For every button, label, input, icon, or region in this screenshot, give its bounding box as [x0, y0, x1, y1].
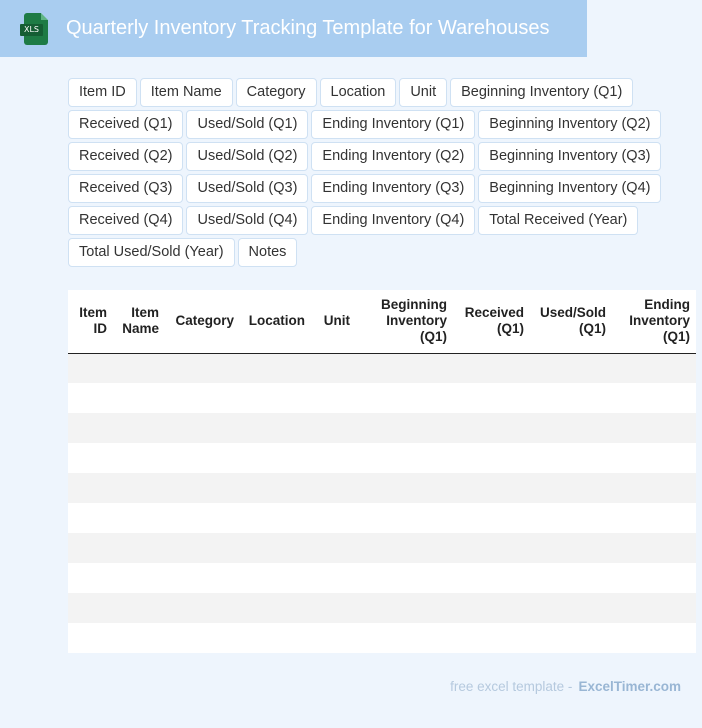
header-banner — [0, 0, 587, 57]
table-cell[interactable] — [240, 353, 311, 383]
column-header-line: Category — [175, 313, 234, 329]
page-title: Quarterly Inventory Tracking Template for Warehouses — [66, 17, 550, 39]
table-cell[interactable] — [530, 473, 612, 503]
column-header-line: Item — [79, 305, 107, 321]
table-cell[interactable] — [612, 503, 696, 533]
field-chip[interactable]: Used/Sold (Q3) — [186, 174, 308, 203]
table-cell[interactable] — [113, 533, 165, 563]
table-cell[interactable] — [240, 383, 311, 413]
table-cell[interactable] — [311, 503, 356, 533]
field-chip[interactable]: Location — [320, 78, 397, 107]
table-cell[interactable] — [68, 533, 113, 563]
table-cell[interactable] — [530, 563, 612, 593]
field-chip[interactable]: Beginning Inventory (Q3) — [478, 142, 661, 171]
column-header-line: Ending — [644, 297, 690, 313]
field-chip[interactable]: Notes — [238, 238, 298, 267]
table-cell[interactable] — [612, 443, 696, 473]
inventory-table-panel — [68, 290, 690, 653]
column-header[interactable] — [165, 290, 240, 353]
table-cell[interactable] — [530, 353, 612, 383]
table-cell[interactable] — [240, 413, 311, 443]
field-chip[interactable]: Item ID — [68, 78, 137, 107]
table-body — [68, 353, 696, 653]
table-cell[interactable] — [113, 473, 165, 503]
table-row — [68, 383, 696, 413]
field-chip[interactable]: Received (Q2) — [68, 142, 183, 171]
table-cell[interactable] — [68, 353, 113, 383]
field-chip[interactable]: Beginning Inventory (Q2) — [478, 110, 661, 139]
table-cell[interactable] — [612, 413, 696, 443]
table-cell[interactable] — [311, 473, 356, 503]
table-cell[interactable] — [240, 593, 311, 623]
column-header-line: (Q1) — [420, 329, 447, 345]
table-cell[interactable] — [530, 413, 612, 443]
column-header-line: (Q1) — [663, 329, 690, 345]
table-cell[interactable] — [113, 413, 165, 443]
table-cell[interactable] — [113, 593, 165, 623]
column-header[interactable] — [113, 290, 165, 353]
table-cell[interactable] — [113, 563, 165, 593]
column-header-line: Used/Sold — [539, 305, 606, 321]
table-row — [68, 473, 696, 503]
table-cell[interactable] — [311, 533, 356, 563]
footer-text: free excel template - — [450, 679, 573, 694]
column-header-line: Inventory — [386, 313, 447, 329]
table-cell[interactable] — [530, 443, 612, 473]
table-cell[interactable] — [240, 473, 311, 503]
field-list — [68, 78, 678, 267]
field-chip[interactable]: Beginning Inventory (Q1) — [450, 78, 633, 107]
table-row — [68, 533, 696, 563]
table-cell[interactable] — [165, 353, 240, 383]
table-row — [68, 443, 696, 473]
table-cell[interactable] — [68, 383, 113, 413]
table-cell[interactable] — [68, 443, 113, 473]
field-chip[interactable]: Beginning Inventory (Q4) — [478, 174, 661, 203]
table-cell[interactable] — [453, 413, 530, 443]
table-cell[interactable] — [311, 563, 356, 593]
field-chip[interactable]: Received (Q3) — [68, 174, 183, 203]
table-row — [68, 353, 696, 383]
table-cell[interactable] — [612, 593, 696, 623]
table-row — [68, 413, 696, 443]
table-cell[interactable] — [453, 503, 530, 533]
table-cell[interactable] — [113, 353, 165, 383]
field-chip[interactable]: Ending Inventory (Q4) — [311, 206, 475, 235]
column-header-line: ID — [93, 321, 107, 337]
field-chip[interactable]: Used/Sold (Q2) — [186, 142, 308, 171]
table-cell[interactable] — [68, 473, 113, 503]
column-header[interactable] — [356, 290, 453, 353]
table-cell[interactable] — [240, 503, 311, 533]
table-cell[interactable] — [68, 563, 113, 593]
table-cell[interactable] — [453, 473, 530, 503]
footer — [450, 679, 681, 694]
table-row — [68, 503, 696, 533]
table-cell[interactable] — [240, 443, 311, 473]
table-cell[interactable] — [240, 533, 311, 563]
field-chip[interactable]: Unit — [399, 78, 447, 107]
table-cell[interactable] — [530, 533, 612, 563]
column-header-line: Received — [464, 305, 524, 321]
table-cell[interactable] — [165, 413, 240, 443]
table-cell[interactable] — [165, 443, 240, 473]
table-cell[interactable] — [453, 563, 530, 593]
table-cell[interactable] — [453, 443, 530, 473]
field-chip[interactable]: Used/Sold (Q1) — [186, 110, 308, 139]
column-header-line: Unit — [323, 313, 350, 329]
table-cell[interactable] — [113, 383, 165, 413]
table-cell[interactable] — [612, 533, 696, 563]
table-cell[interactable] — [612, 383, 696, 413]
column-header[interactable] — [612, 290, 696, 353]
table-cell[interactable] — [356, 533, 453, 563]
column-header-line: Inventory — [629, 313, 690, 329]
table-cell[interactable] — [356, 353, 453, 383]
table-cell[interactable] — [165, 593, 240, 623]
footer-brand-link[interactable]: ExcelTimer.com — [578, 679, 681, 694]
table-cell[interactable] — [530, 503, 612, 533]
table-cell[interactable] — [165, 383, 240, 413]
table-cell[interactable] — [165, 533, 240, 563]
table-cell[interactable] — [453, 353, 530, 383]
table-cell[interactable] — [165, 473, 240, 503]
table-cell[interactable] — [356, 443, 453, 473]
field-chip[interactable]: Total Used/Sold (Year) — [68, 238, 235, 267]
table-cell[interactable] — [311, 443, 356, 473]
table-cell[interactable] — [240, 623, 311, 653]
xls-file-icon — [20, 13, 50, 45]
table-cell[interactable] — [311, 353, 356, 383]
field-chip[interactable]: Ending Inventory (Q1) — [311, 110, 475, 139]
column-header[interactable] — [68, 290, 113, 353]
table-cell[interactable] — [356, 413, 453, 443]
field-chip[interactable]: Used/Sold (Q4) — [186, 206, 308, 235]
table-cell[interactable] — [356, 563, 453, 593]
column-header-line: Beginning — [381, 297, 447, 313]
table-cell[interactable] — [453, 623, 530, 653]
column-header-line: Location — [248, 313, 305, 329]
column-header-line: Name — [122, 321, 159, 337]
field-chip[interactable]: Received (Q1) — [68, 110, 183, 139]
table-cell[interactable] — [612, 623, 696, 653]
table-row — [68, 623, 696, 653]
column-header-line: (Q1) — [497, 321, 524, 337]
table-cell[interactable] — [356, 383, 453, 413]
column-header-line: (Q1) — [579, 321, 606, 337]
column-header[interactable] — [240, 290, 311, 353]
table-cell[interactable] — [165, 563, 240, 593]
column-header[interactable] — [311, 290, 356, 353]
table-cell[interactable] — [311, 593, 356, 623]
table-cell[interactable] — [311, 623, 356, 653]
field-chip[interactable]: Received (Q4) — [68, 206, 183, 235]
table-cell[interactable] — [612, 353, 696, 383]
field-chip[interactable]: Ending Inventory (Q3) — [311, 174, 475, 203]
table-cell[interactable] — [68, 593, 113, 623]
table-cell[interactable] — [113, 443, 165, 473]
table-cell[interactable] — [453, 383, 530, 413]
table-cell[interactable] — [113, 623, 165, 653]
column-header[interactable] — [453, 290, 530, 353]
table-cell[interactable] — [356, 473, 453, 503]
table-cell[interactable] — [356, 623, 453, 653]
table-cell[interactable] — [311, 383, 356, 413]
table-header-row — [68, 290, 696, 353]
table-cell[interactable] — [612, 563, 696, 593]
table-cell[interactable] — [311, 413, 356, 443]
table-cell[interactable] — [113, 503, 165, 533]
table-cell[interactable] — [453, 533, 530, 563]
table-cell[interactable] — [68, 623, 113, 653]
xls-icon-label: XLS — [20, 24, 43, 36]
table-cell[interactable] — [530, 623, 612, 653]
column-header[interactable] — [530, 290, 612, 353]
table-cell[interactable] — [68, 503, 113, 533]
table-cell[interactable] — [356, 503, 453, 533]
column-header-line: Item — [131, 305, 159, 321]
field-chip[interactable]: Total Received (Year) — [478, 206, 638, 235]
field-chip[interactable]: Item Name — [140, 78, 233, 107]
table-cell[interactable] — [530, 383, 612, 413]
table-cell[interactable] — [453, 593, 530, 623]
table-cell[interactable] — [356, 593, 453, 623]
table-cell[interactable] — [240, 563, 311, 593]
table-row — [68, 563, 696, 593]
inventory-table — [68, 290, 696, 653]
table-row — [68, 593, 696, 623]
table-cell[interactable] — [530, 593, 612, 623]
field-chip[interactable]: Category — [236, 78, 317, 107]
field-chip[interactable]: Ending Inventory (Q2) — [311, 142, 475, 171]
table-cell[interactable] — [165, 623, 240, 653]
table-cell[interactable] — [612, 473, 696, 503]
table-cell[interactable] — [165, 503, 240, 533]
table-cell[interactable] — [68, 413, 113, 443]
